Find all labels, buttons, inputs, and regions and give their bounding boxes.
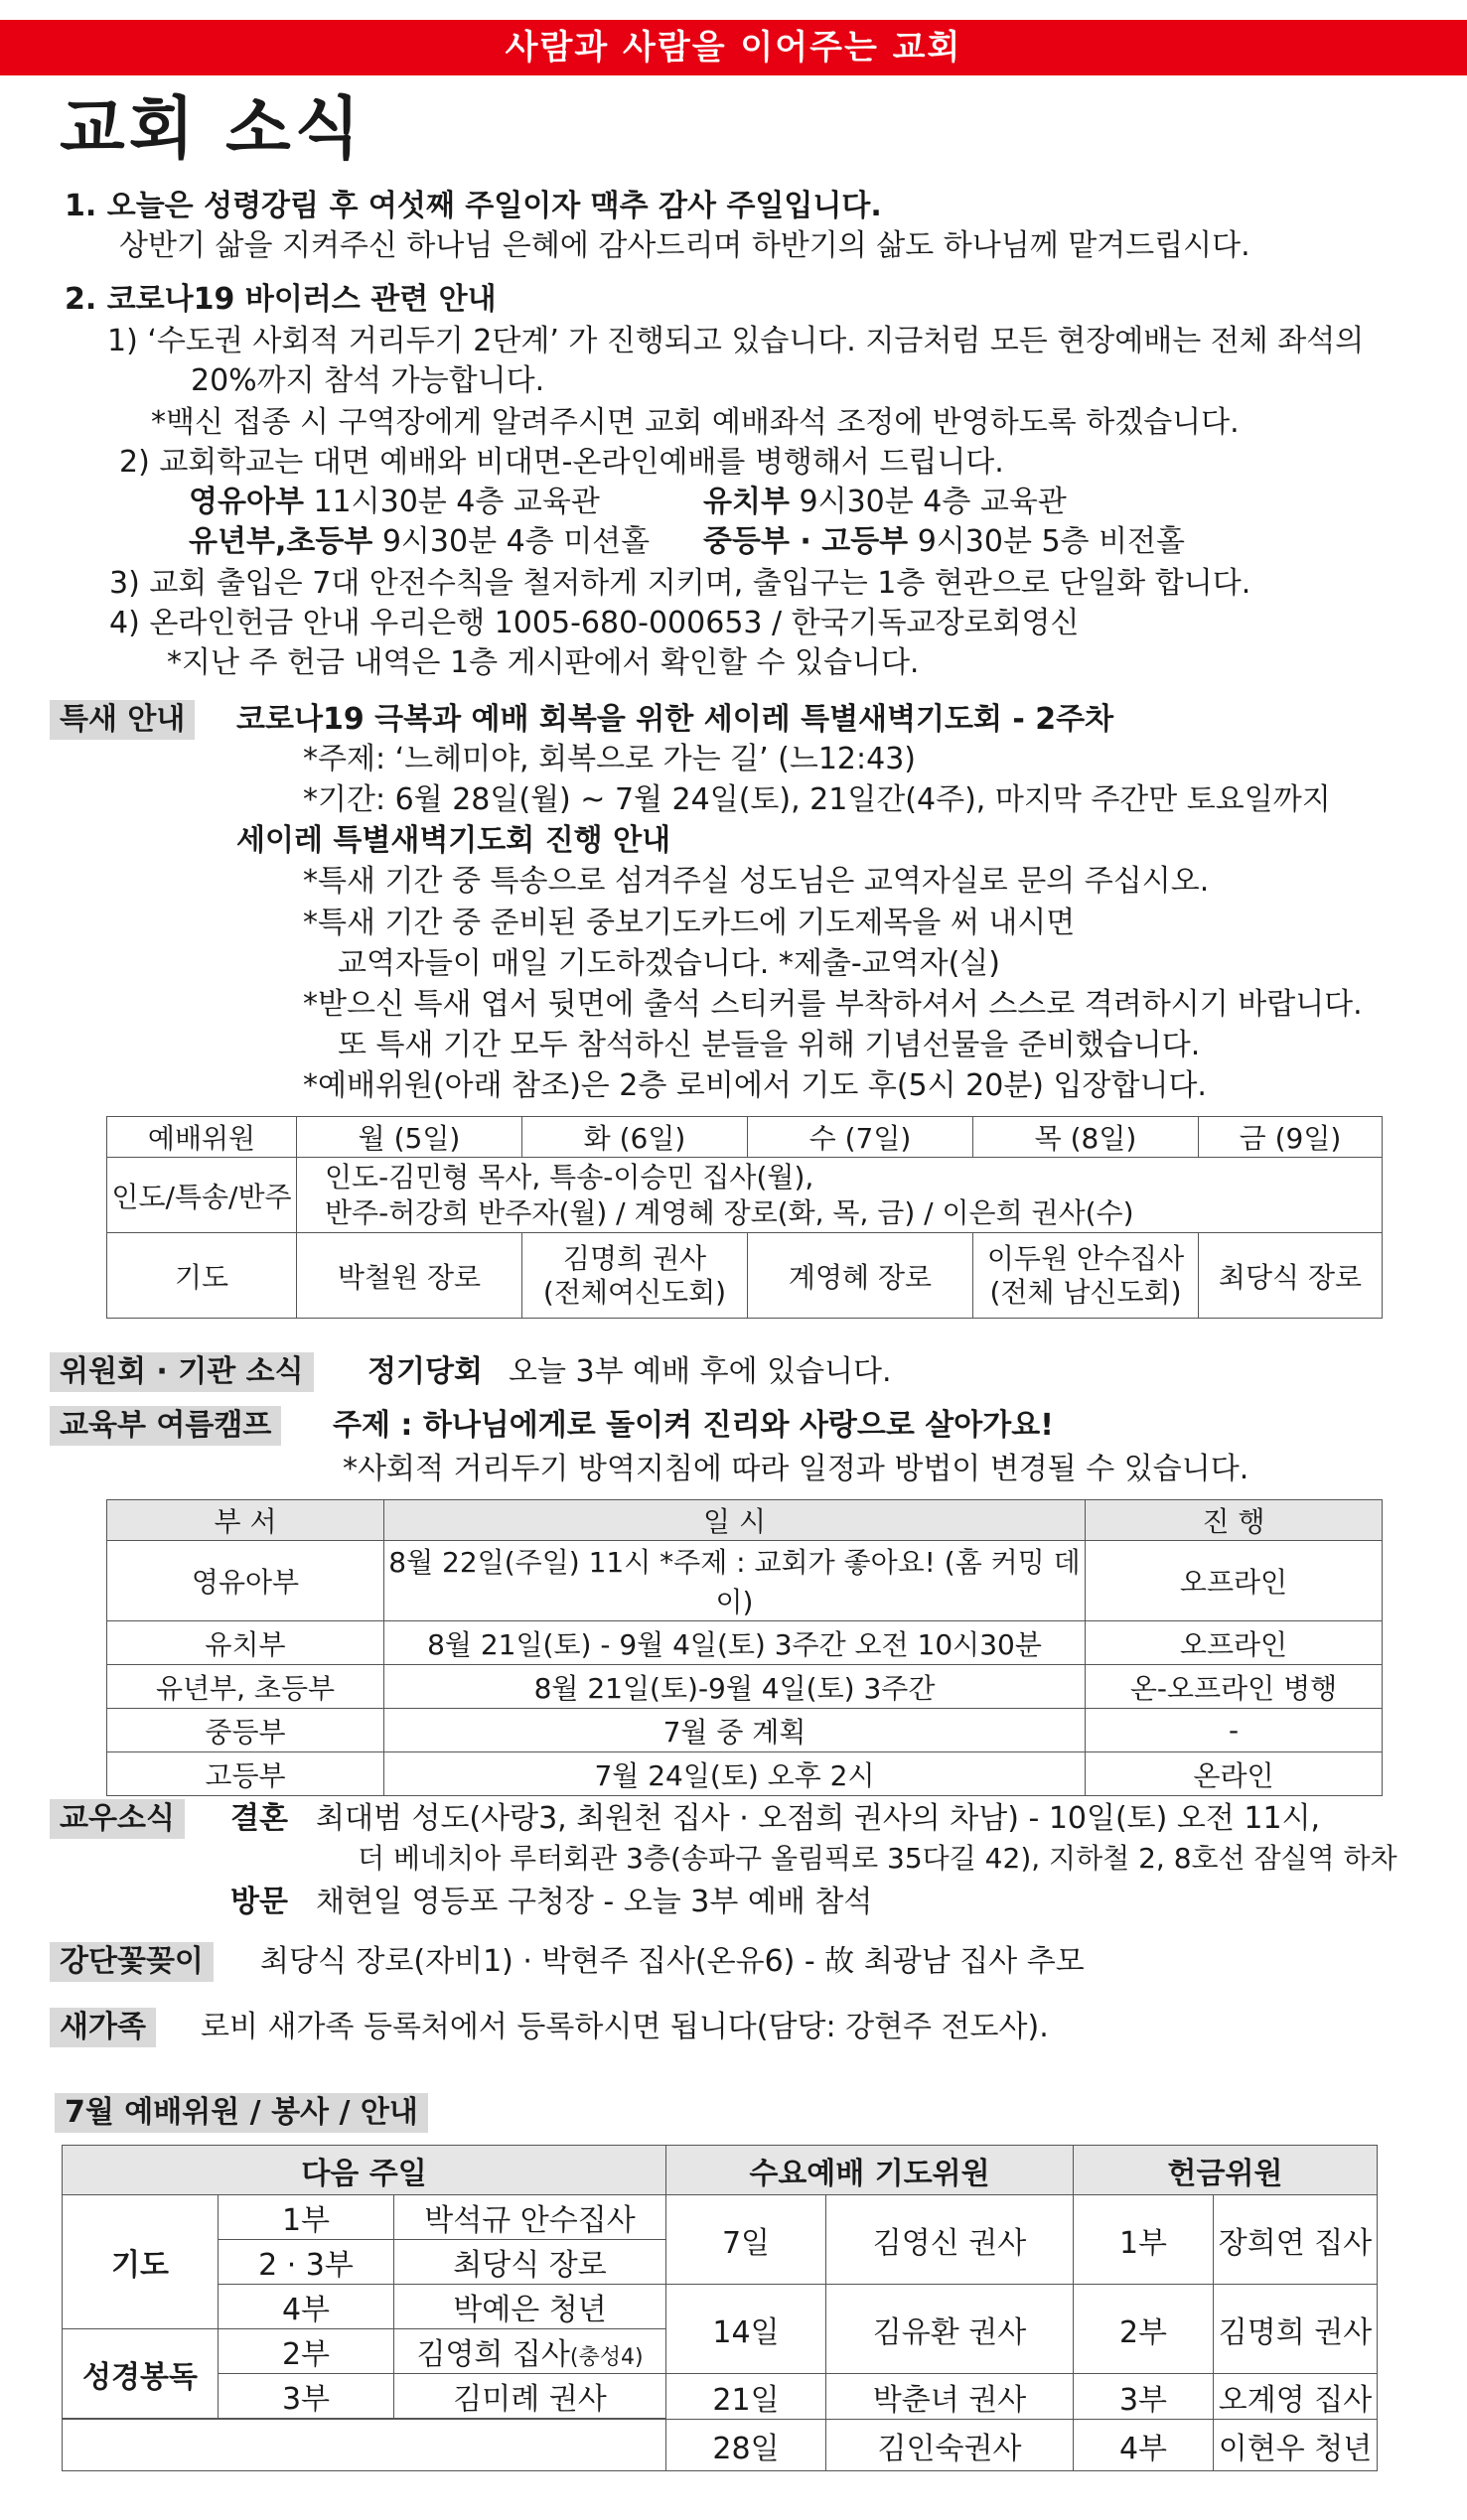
prayer-tue-name: 김명희 권사 (562, 1241, 707, 1275)
cell: 2 · 3부 (219, 2240, 394, 2285)
table-row (63, 2285, 1378, 2329)
cell: 8월 21일(토) - 9월 4일(토) 3주간 오전 10시30분 (384, 1621, 1086, 1665)
dept-row-2-right (703, 522, 1185, 562)
dawn-theme: *주제: ‘느헤미야, 회복으로 가는 길’ (느12:43) (303, 742, 916, 776)
cell: 7월 24일(토) 오후 2시 (384, 1752, 1086, 1796)
dept-3-name: 유년부,초등부 (189, 524, 373, 559)
cell: 박춘녀 권사 (826, 2374, 1074, 2420)
cell: 온-오프라인 병행 (1086, 1665, 1383, 1709)
cell: 김미례 권사 (394, 2374, 666, 2419)
dawn-table (106, 1116, 1383, 1319)
dawn-guide-1: *특새 기간 중 특송으로 섬겨주실 성도님은 교역자실로 문의 주십시오. (303, 864, 1210, 899)
cell: 8월 21일(토)-9월 4일(토) 3주간 (384, 1665, 1086, 1709)
cell: 4부 (1074, 2420, 1214, 2471)
cell: 오프라인 (1086, 1541, 1383, 1621)
cell: 오계영 집사 (1214, 2374, 1378, 2420)
july-table-header (63, 2146, 1378, 2195)
table-row (107, 1752, 1383, 1796)
flowers-text: 최당식 장로(자비1) · 박현주 집사(온유6) - 故 최광남 집사 추모 (260, 1944, 1085, 1979)
cell: 박예은 청년 (394, 2285, 666, 2329)
th-cell: 진 행 (1086, 1500, 1383, 1541)
dawn-label: 특새 안내 (50, 700, 195, 740)
table-row (63, 2374, 1378, 2419)
cell: 4부 (219, 2285, 394, 2329)
prayer-wed: 계영혜 장로 (748, 1233, 973, 1319)
th-cell: 금 (9일) (1199, 1117, 1383, 1158)
cell: 21일 (666, 2374, 826, 2420)
wedding-line-2: 더 베네치아 루터회관 3층(송파구 올림픽로 35다길 42), 지하철 2, 8호선 잠실역 하차 (358, 1842, 1397, 1875)
cell: 김명희 권사 (1214, 2285, 1378, 2374)
cell: 14일 (666, 2285, 826, 2374)
prayer-fri: 최당식 장로 (1199, 1233, 1383, 1319)
dept-row-1-right (703, 483, 1067, 522)
cell: 장희연 집사 (1214, 2195, 1378, 2285)
cell: 1부 (219, 2195, 394, 2240)
camp-theme: 주제 : 하나님에게로 돌이켜 진리와 사랑으로 살아가요! (333, 1408, 1054, 1443)
th-cell: 화 (6일) (522, 1117, 748, 1158)
flowers-label: 강단꽃꽂이 (50, 1942, 214, 1982)
table-row (63, 2195, 1378, 2240)
prayer-thu-name: 이두원 안수집사 (986, 1241, 1185, 1275)
july-label: 7월 예배위원 / 봉사 / 안내 (55, 2093, 428, 2133)
reader-name: 김영희 집사 (416, 2337, 570, 2372)
dept-4-time: 9시30분 5층 비전홀 (917, 524, 1186, 559)
table-row (107, 1621, 1383, 1665)
table-row (63, 2420, 1378, 2471)
th-cell: 일 시 (384, 1500, 1086, 1541)
cell: 최당식 장로 (394, 2240, 666, 2285)
leaders-cell (297, 1158, 1383, 1233)
dawn-period: *기간: 6월 28일(월) ~ 7월 24일(토), 21일간(4주), 마지막 주간만 토요일까지 (303, 782, 1331, 817)
table-row (107, 1665, 1383, 1709)
camp-note: *사회적 거리두기 방역지침에 따라 일정과 방법이 변경될 수 있습니다. (343, 1452, 1249, 1486)
reader-group: (충성4) (569, 2345, 644, 2370)
cell (394, 2329, 666, 2374)
prayer-label: 기도 (63, 2195, 219, 2329)
dawn-guide-2b: 교역자들이 매일 기도하겠습니다. *제출-교역자(실) (338, 946, 1000, 981)
dawn-guide-4: *예배위원(아래 참조)은 2층 로비에서 기도 후(5시 20분) 입장합니다. (303, 1068, 1207, 1103)
th-cell: 부 서 (107, 1500, 384, 1541)
th-cell: 예배위원 (107, 1117, 297, 1158)
empty-cell (63, 2420, 666, 2471)
news-item-2-3: 3) 교회 출입은 7대 안전수칙을 철저하게 지키며, 출입구는 1층 현관으로 단일화 합니다. (109, 566, 1251, 601)
cell: 1부 (1074, 2195, 1214, 2285)
bible-label: 성경봉독 (63, 2329, 219, 2419)
page-title: 교회 소식 (60, 89, 365, 169)
cell: 7일 (666, 2195, 826, 2285)
camp-label: 교육부 여름캠프 (50, 1406, 281, 1446)
prayer-tue (522, 1233, 748, 1319)
committee-label: 위원회 · 기관 소식 (50, 1352, 314, 1392)
visit-text: 채현일 영등포 구청장 - 오늘 3부 예배 참석 (316, 1885, 873, 1919)
dept-row-1-left (189, 483, 600, 522)
cell: 박석규 안수집사 (394, 2195, 666, 2240)
dawn-table-header (107, 1117, 1383, 1158)
news-item-2-4: 4) 온라인헌금 안내 우리은행 1005-680-000653 / 한국기독교장로회영신 (109, 606, 1080, 640)
dept-2-name: 유치부 (703, 485, 790, 519)
row-label: 인도/특송/반주 (107, 1158, 297, 1233)
prayer-mon: 박철원 장로 (297, 1233, 522, 1319)
th-cell: 월 (5일) (297, 1117, 522, 1158)
dawn-title: 코로나19 극복과 예배 회복을 위한 세이레 특별새벽기도회 - 2주차 (236, 702, 1114, 737)
cell: 3부 (219, 2374, 394, 2419)
dawn-guide-2: *특새 기간 중 준비된 중보기도카드에 기도제목을 써 내시면 (303, 906, 1076, 940)
th-offering: 헌금위원 (1074, 2146, 1378, 2195)
dept-row-2-left (189, 522, 650, 562)
prayer-thu-group: (전체 남신도회) (989, 1275, 1182, 1309)
dept-1-time: 11시30분 4층 교육관 (313, 485, 600, 519)
dept-1-name: 영유아부 (189, 485, 304, 519)
cell: - (1086, 1709, 1383, 1752)
news-item-2-1b: 20%까지 참석 가능합니다. (191, 363, 545, 398)
members-label: 교우소식 (50, 1799, 185, 1839)
cell: 2부 (1074, 2285, 1214, 2374)
th-next-sunday: 다음 주일 (63, 2146, 666, 2195)
cell: 7월 중 계획 (384, 1709, 1086, 1752)
table-row (107, 1541, 1383, 1621)
newfamily-text: 로비 새가족 등록처에서 등록하시면 됩니다(담당: 강현주 전도사). (201, 2010, 1049, 2044)
cell: 2부 (219, 2329, 394, 2374)
visit-label: 방문 (230, 1885, 288, 1919)
news-item-2-title: 2. 코로나19 바이러스 관련 안내 (65, 282, 497, 317)
dept-4-name: 중등부 · 고등부 (703, 524, 909, 559)
wedding-line-1: 최대범 성도(사랑3, 최원천 집사 · 오점희 권사의 차남) - 10일(토) 오전 11시, (316, 1801, 1321, 1836)
news-item-1-title: 1. 오늘은 성령강림 후 여섯째 주일이자 맥추 감사 주일입니다. (65, 189, 882, 223)
committee-text: 오늘 3부 예배 후에 있습니다. (509, 1354, 892, 1389)
cell: 유년부, 초등부 (107, 1665, 384, 1709)
cell: 온라인 (1086, 1752, 1383, 1796)
table-row (107, 1709, 1383, 1752)
row-label: 기도 (107, 1233, 297, 1319)
news-item-2-1c: *백신 접종 시 구역장에게 알려주시면 교회 예배좌석 조정에 반영하도록 하겠습니다. (151, 405, 1240, 440)
cell: 김유환 권사 (826, 2285, 1074, 2374)
news-item-1-text: 상반기 삶을 지켜주신 하나님 은혜에 감사드리며 하반기의 삶도 하나님께 맡겨드립시다. (119, 228, 1250, 263)
prayer-thu (973, 1233, 1199, 1319)
cell: 이현우 청년 (1214, 2420, 1378, 2471)
cell: 고등부 (107, 1752, 384, 1796)
camp-table-header (107, 1500, 1383, 1541)
committee-title: 정기당회 (367, 1354, 483, 1389)
dawn-guide-title: 세이레 특별새벽기도회 진행 안내 (236, 823, 671, 858)
cell: 김인숙권사 (826, 2420, 1074, 2471)
cell: 유치부 (107, 1621, 384, 1665)
cell: 오프라인 (1086, 1621, 1383, 1665)
news-item-2-2: 2) 교회학교는 대면 예배와 비대면-온라인예배를 병행해서 드립니다. (119, 445, 1004, 480)
dept-2-time: 9시30분 4층 교육관 (799, 485, 1067, 519)
dawn-table-row-prayer (107, 1233, 1383, 1319)
july-table (62, 2145, 1378, 2471)
news-item-2-4b: *지난 주 헌금 내역은 1층 게시판에서 확인할 수 있습니다. (167, 645, 920, 680)
leaders-line-1: 인도-김민형 목사, 특송-이승민 집사(월), (325, 1160, 814, 1193)
th-cell: 수 (7일) (748, 1117, 973, 1158)
cell: 중등부 (107, 1709, 384, 1752)
dawn-table-row-leaders (107, 1158, 1383, 1233)
cell: 영유아부 (107, 1541, 384, 1621)
leaders-line-2: 반주-허강희 반주자(월) / 계영혜 장로(화, 목, 금) / 이은희 권사(수) (325, 1195, 1134, 1229)
cell: 28일 (666, 2420, 826, 2471)
newfamily-label: 새가족 (50, 2008, 156, 2047)
dept-3-time: 9시30분 4층 미션홀 (381, 524, 651, 559)
cell: 8월 22일(주일) 11시 *주제 : 교회가 좋아요! (홈 커밍 데이) (384, 1541, 1086, 1621)
prayer-tue-group: (전체여신도회) (542, 1275, 727, 1309)
dawn-guide-3b: 또 특새 기간 모두 참석하신 분들을 위해 기념선물을 준비했습니다. (338, 1028, 1201, 1062)
dawn-guide-3: *받으신 특새 엽서 뒷면에 출석 스티커를 부착하셔서 스스로 격려하시기 바랍니다. (303, 987, 1363, 1022)
banner: 사람과 사람을 이어주는 교회 (0, 20, 1467, 75)
news-item-2-1a: 1) ‘수도권 사회적 거리두기 2단계’ 가 진행되고 있습니다. 지금처럼 모든 현장예배는 전체 좌석의 (107, 324, 1365, 358)
wedding-label: 결혼 (230, 1801, 288, 1836)
cell: 3부 (1074, 2374, 1214, 2420)
cell: 김영신 권사 (826, 2195, 1074, 2285)
th-wednesday: 수요예배 기도위원 (666, 2146, 1074, 2195)
camp-table (106, 1499, 1383, 1796)
th-cell: 목 (8일) (973, 1117, 1199, 1158)
